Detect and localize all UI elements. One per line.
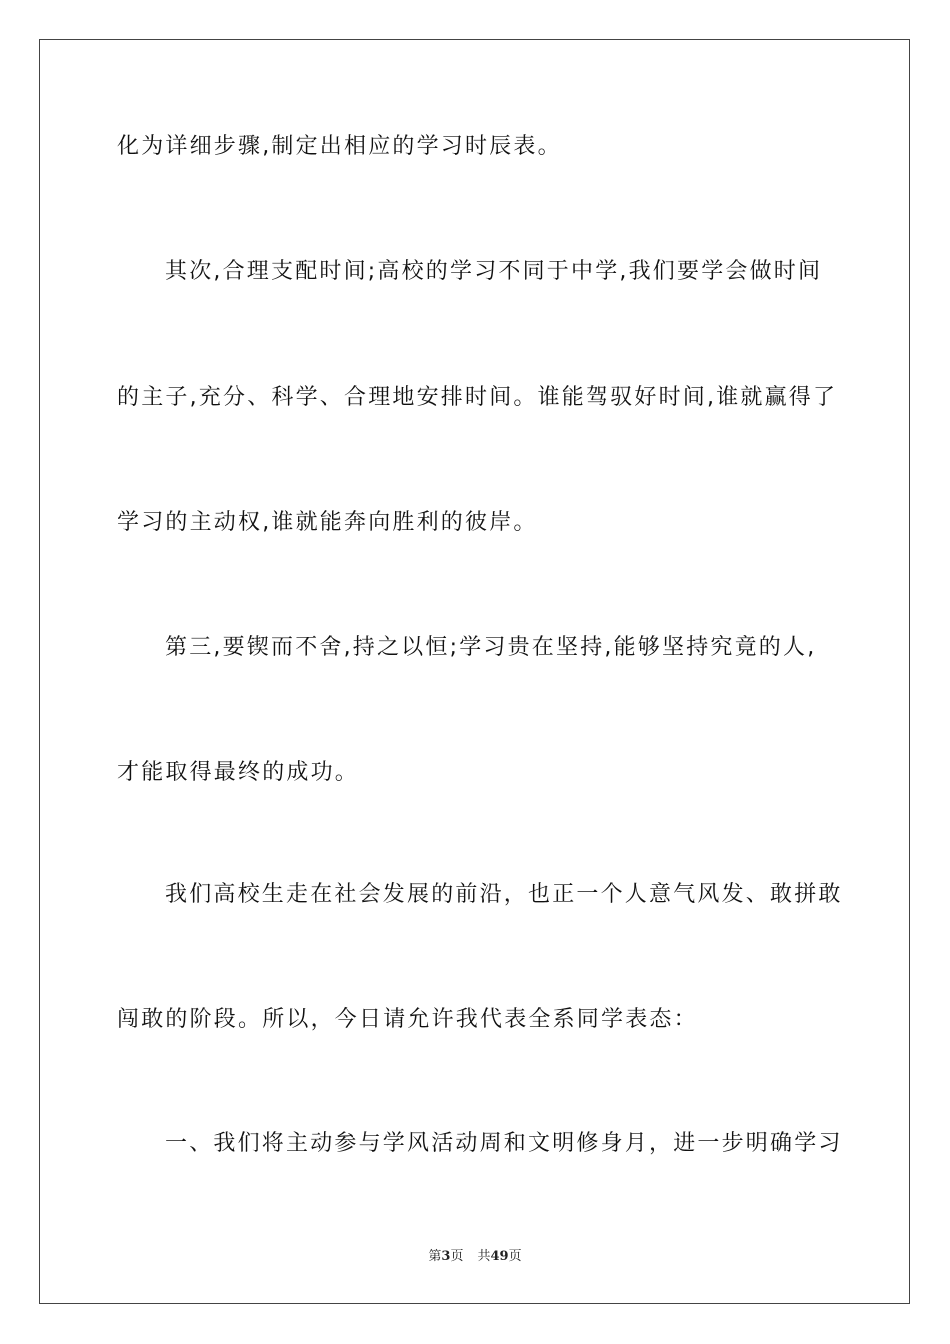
body-line-2: 其次,合理支配时间;高校的学习不同于中学,我们要学会做时间: [165, 259, 823, 284]
footer-page-suffix: 页: [450, 1249, 464, 1264]
body-line-1: 化为详细步骤,制定出相应的学习时辰表。: [117, 134, 562, 159]
body-line-3: 的主子,充分、科学、合理地安排时间。谁能驾驭好时间,谁就赢得了: [117, 385, 838, 410]
page-footer: [0, 1248, 950, 1266]
body-line-7: 我们高校生走在社会发展的前沿，也正一个人意气风发、敢拼敢: [165, 882, 843, 907]
page-frame: [39, 39, 910, 1304]
footer-page-number: 3: [441, 1249, 451, 1264]
footer-total-suffix: 页: [508, 1249, 522, 1264]
footer-total-pages: 49: [490, 1249, 509, 1264]
body-line-8: 闯敢的阶段。所以，今日请允许我代表全系同学表态：: [117, 1007, 698, 1032]
body-line-5: 第三,要锲而不舍,持之以恒;学习贵在坚持,能够坚持究竟的人,: [165, 635, 817, 660]
body-line-6: 才能取得最终的成功。: [117, 760, 360, 785]
footer-total-prefix: 共: [477, 1249, 491, 1264]
body-line-4: 学习的主动权,谁就能奔向胜利的彼岸。: [117, 510, 538, 535]
body-line-9: 一、我们将主动参与学风活动周和文明修身月，进一步明确学习: [165, 1131, 843, 1156]
footer-page-prefix: 第: [428, 1249, 442, 1264]
